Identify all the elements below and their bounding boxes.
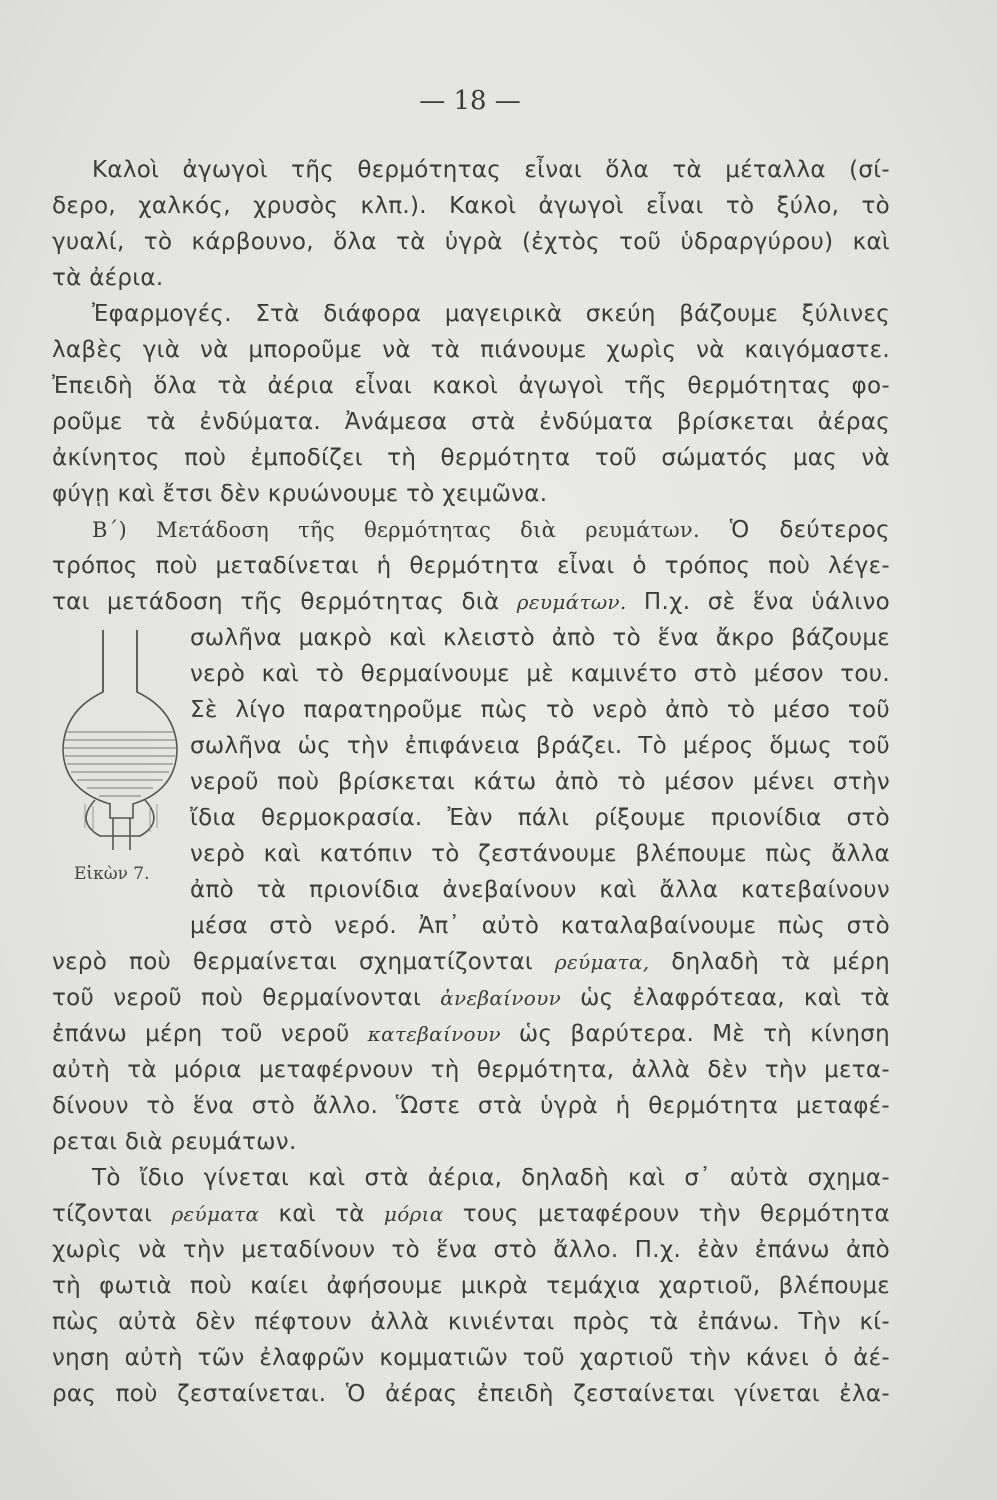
text-line: ἴδια θερμοκρασία. Ἐὰν πάλι ρίξουμε πριονίδια στὸ (190, 805, 890, 831)
emphasis-text: ρεύματα, (554, 950, 650, 974)
emphasis-text: ρεύματα (171, 1202, 260, 1226)
text-line: ρεται διὰ ρευμάτων. (52, 1129, 297, 1155)
text-line (52, 980, 890, 1016)
text-line: τὴ φωτιὰ ποὺ καίει ἀφήσουμε μικρὰ τεμάχια χαρτιοῦ, βλέπουμε (52, 1273, 890, 1299)
text-line: νερὸ καὶ τὸ θερμαίνουμε μὲ καμινέτο στὸ μέσον του. (190, 661, 890, 687)
text-line: μέσα στὸ νερό. Ἀπ᾿ αὐτὸ καταλαβαίνουμε πὼς στὸ (190, 913, 890, 939)
text-span: τοῦ νεροῦ ποὺ θερμαίνονται (52, 985, 422, 1011)
text-line: πὼς αὐτὰ δὲν πέφτουν ἀλλὰ κινιένται πρὸς τὰ ἐπάνω. Τὴν κί- (52, 1309, 890, 1335)
tube-figure-illustration (55, 622, 185, 852)
text-line: σωλῆνα μακρὸ καὶ κλειστὸ ἀπὸ τὸ ἕνα ἄκρο βάζουμε (190, 625, 890, 651)
text-line: αὐτὴ τὰ μόρια μεταφέρνουν τὴ θερμότητα, ἀλλὰ δὲν τὴν μετα- (52, 1057, 890, 1083)
text-span: ὡς ἐλαφρότεαα, καὶ τὰ (580, 985, 890, 1011)
text-span: ται μετάδοση τῆς θερμότητας διὰ (52, 589, 500, 615)
text-line: χωρὶς νὰ τὴν μεταδίνουν τὸ ἕνα στὸ ἄλλο. Π.χ. ἐὰν ἐπάνω ἀπὸ (52, 1237, 890, 1263)
text-span: Π.χ. σὲ ἕνα ὑάλινο (643, 589, 890, 615)
text-line: γυαλί, τὸ κάρβουνο, ὅλα τὰ ὑγρὰ (ἐχτὸς τοῦ ὑδραργύρου) καὶ (52, 229, 890, 255)
emphasis-text: ρευμάτων. (516, 590, 627, 614)
text-span: ἐπάνω μέρη τοῦ νεροῦ (52, 1021, 350, 1047)
text-line: ἀπὸ τὰ πριονίδια ἀνεβαίνουν καὶ ἄλλα κατεβαίνουν (190, 877, 890, 903)
text-span: νερὸ ποὺ θερμαίνεται σχηματίζονται (52, 949, 533, 975)
text-line: τρόπος ποὺ μεταδίνεται ἡ θερμότητα εἶναι ὁ τρόπος ποὺ λέγε- (52, 553, 890, 579)
text-span: τίζονται (52, 1201, 153, 1227)
text-line: δίνουν τὸ ἕνα στὸ ἄλλο. Ὥστε στὰ ὑγρὰ ἡ θερμότητα μεταφέ- (52, 1093, 890, 1119)
text-line: νηση αὐτὴ τῶν ἐλαφρῶν κομματιῶν τοῦ χαρτιοῦ τὴν κάνει ὁ ἀέ- (52, 1345, 890, 1371)
text-line: Ἐφαρμογές. Στὰ διάφορα μαγειρικὰ σκεύη βάζουμε ξύλινες (92, 301, 890, 327)
figure-caption: Εἰκὼν 7. (74, 864, 150, 884)
text-line: φύγῃ καὶ ἔτσι δὲν κρυώνουμε τὸ χειμῶνα. (52, 481, 548, 507)
text-line: Ἐπειδὴ ὅλα τὰ ἀέρια εἶναι κακοὶ ἀγωγοὶ τῆς θερμότητας φο- (52, 373, 890, 399)
text-line: λαβὲς γιὰ νὰ μποροῦμε νὰ τὰ πιάνουμε χωρὶς νὰ καιγόμαστε. (52, 337, 890, 363)
text-span: δηλαδὴ τὰ μέρη (671, 949, 890, 975)
text-span: καὶ τὰ (278, 1201, 365, 1227)
text-line (52, 584, 890, 620)
emphasis-text: ἀνεβαίνουν (440, 986, 562, 1010)
text-line: νεροῦ ποὺ βρίσκεται κάτω ἀπὸ τὸ μέσον μένει στὴν (190, 769, 890, 795)
text-line: σωλῆνα ὡς τὴν ἐπιφάνεια βράζει. Τὸ μέρος ὅμως τοῦ (190, 733, 890, 759)
text-line: Τὸ ἴδιο γίνεται καὶ στὰ ἀέρια, δηλαδὴ καὶ σ᾿ αὐτὰ σχημα- (92, 1165, 890, 1191)
page-number: — 18 — (419, 86, 521, 116)
text-line (52, 1016, 890, 1052)
text-span: ὡς βαρύτερα. Μὲ τὴ κίνηση (518, 1021, 890, 1047)
emphasis-text: μόρια (383, 1202, 444, 1226)
text-line: ρας ποὺ ζεσταίνεται. Ὁ ἀέρας ἐπειδὴ ζεσταίνεται γίνεται ἐλα- (52, 1381, 890, 1407)
text-span: Ὁ δεύτερος (729, 517, 890, 543)
text-line: ἀκίνητος ποὺ ἐμποδίζει τὴ θερμότητα τοῦ σώματός μας νὰ (52, 445, 890, 471)
text-line: ροῦμε τὰ ἐνδύματα. Ἀνάμεσα στὰ ἐνδύματα βρίσκεται ἀέρας (52, 409, 890, 435)
emphasis-text: κατεβαίνουν (367, 1022, 501, 1046)
text-line (52, 1196, 890, 1232)
text-line: δερο, χαλκός, χρυσὸς κλπ.). Κακοὶ ἀγωγοὶ εἶναι τὸ ξύλο, τὸ (52, 193, 890, 219)
text-line: Καλοὶ ἀγωγοὶ τῆς θερμότητας εἶναι ὅλα τὰ μέταλλα (σί- (92, 157, 890, 183)
text-span: τους μεταφέρουν τὴν θερμότητα (462, 1201, 890, 1227)
section-heading: Β΄) Μετάδοση τῆς θερμότητας διὰ ρευμάτων. (92, 518, 700, 542)
text-line: τὰ ἀέρια. (52, 265, 164, 291)
text-line (52, 944, 890, 980)
text-line: νερὸ καὶ κατόπιν τὸ ζεστάνουμε βλέπουμε πὼς ἄλλα (190, 841, 890, 867)
text-line: Σὲ λίγο παρατηροῦμε πὼς τὸ νερὸ ἀπὸ τὸ μέσο τοῦ (190, 697, 890, 723)
section-heading-line (52, 512, 890, 548)
